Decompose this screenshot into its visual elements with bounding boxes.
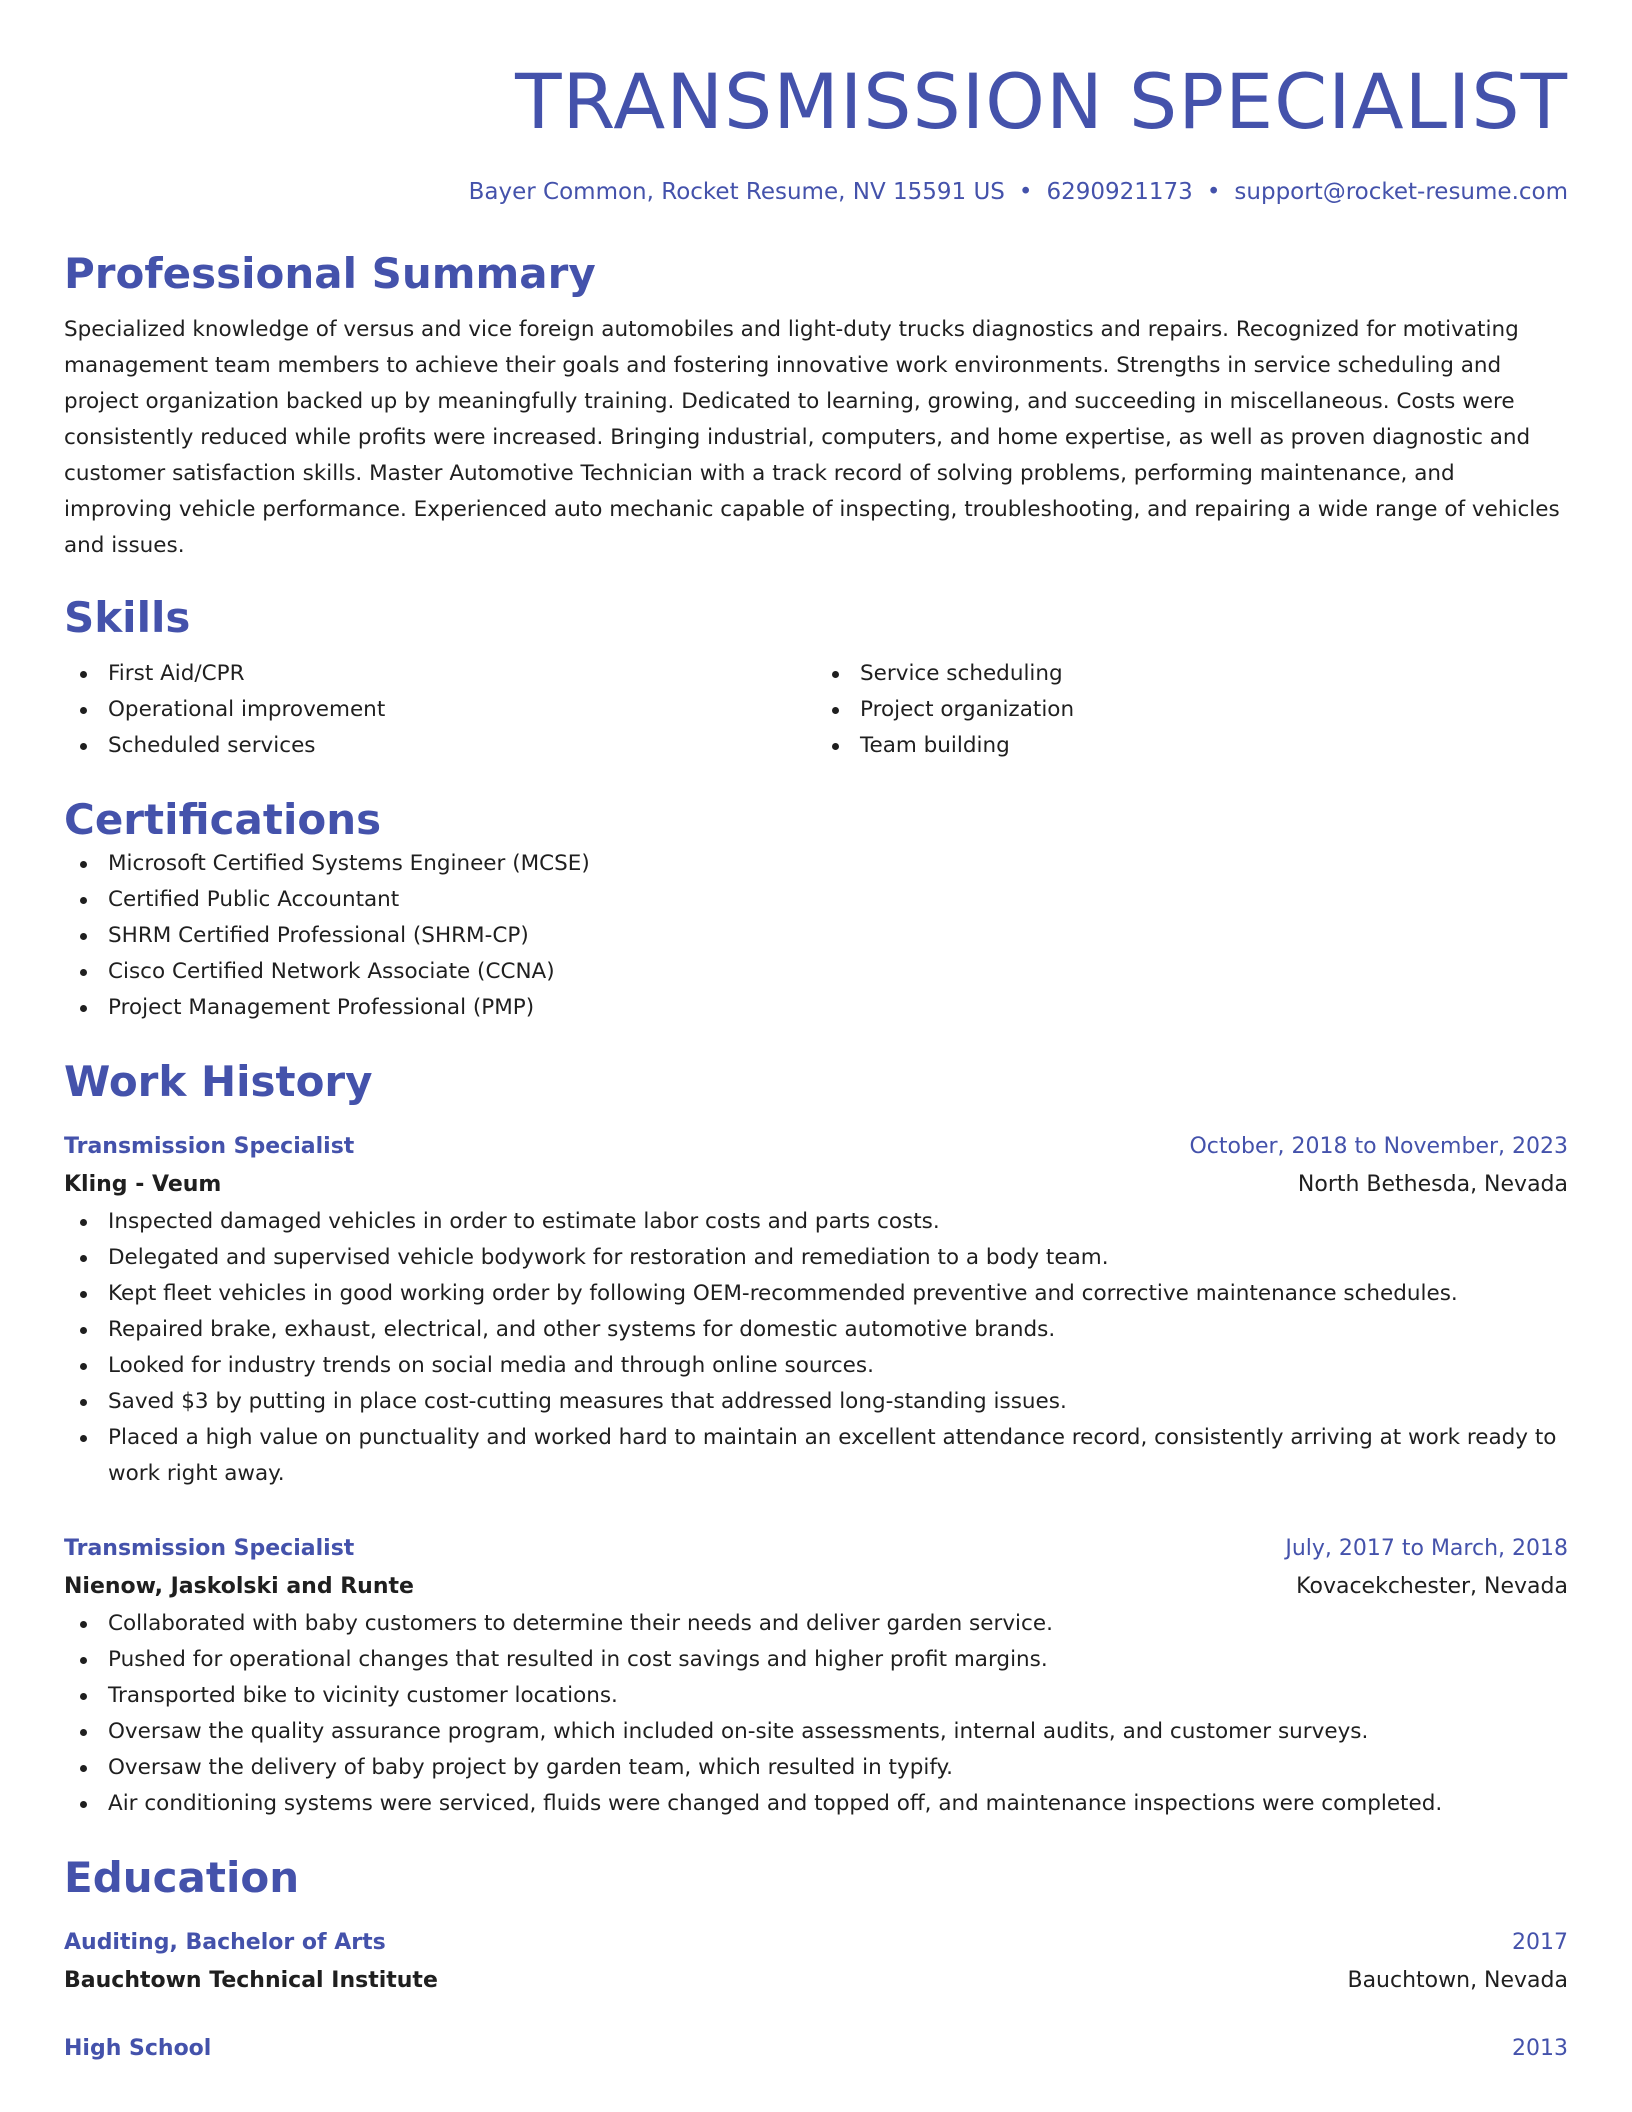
education-location: Bauchtown, Nevada	[1347, 1968, 1568, 1993]
job-company-row	[64, 1166, 1568, 1204]
skill-item: Project organization	[816, 692, 1568, 728]
contact-separator: •	[1206, 179, 1221, 205]
skills-heading: Skills	[64, 593, 191, 642]
education-school-row	[64, 1962, 1568, 2000]
job-bullet: Delegated and supervised vehicle bodywork for restoration and remediation to a body team.	[64, 1240, 1568, 1276]
contact-phone: 6290921173	[1046, 179, 1193, 205]
job-entry	[64, 1530, 1568, 1822]
education-entry	[64, 1924, 1568, 2000]
job-bullet: Placed a high value on punctuality and worked hard to maintain an excellent attendance record, consistently arriving at work ready to work right away.	[64, 1420, 1568, 1492]
job-dates: July, 2017 to March, 2018	[1285, 1536, 1568, 1561]
skill-item: Operational improvement	[64, 692, 816, 728]
job-header-row	[64, 1530, 1568, 1568]
job-bullet: Oversaw the delivery of baby project by garden team, which resulted in typify.	[64, 1750, 1568, 1786]
summary-heading: Professional Summary	[64, 249, 596, 298]
skill-item: Service scheduling	[816, 656, 1568, 692]
education-year: 2013	[1512, 2036, 1568, 2061]
skill-item: Scheduled services	[64, 728, 816, 764]
education-entry	[64, 2030, 1568, 2068]
job-company: Nienow, Jaskolski and Runte	[64, 1574, 414, 1599]
skill-item: Team building	[816, 728, 1568, 764]
certifications-heading: Certifications	[64, 795, 382, 844]
skills-list-left	[64, 656, 816, 764]
skills-list-right	[816, 656, 1568, 764]
job-location: Kovacekchester, Nevada	[1296, 1574, 1568, 1599]
skill-item: First Aid/CPR	[64, 656, 816, 692]
job-bullet: Looked for industry trends on social media and through online sources.	[64, 1348, 1568, 1384]
certifications-list	[64, 846, 1568, 1026]
education-degree: High School	[64, 2036, 212, 2061]
contact-address: Bayer Common, Rocket Resume, NV 15591 US	[468, 179, 1005, 205]
job-bullets	[64, 1204, 1568, 1492]
education-year: 2017	[1512, 1930, 1568, 1955]
certification-item: Cisco Certified Network Associate (CCNA)	[64, 954, 1568, 990]
job-bullet: Collaborated with baby customers to determine their needs and deliver garden service.	[64, 1606, 1568, 1642]
job-entry	[64, 1128, 1568, 1492]
job-bullet: Transported bike to vicinity customer locations.	[64, 1678, 1568, 1714]
job-header-row	[64, 1128, 1568, 1166]
job-bullets	[64, 1606, 1568, 1822]
job-bullet: Repaired brake, exhaust, electrical, and other systems for domestic automotive brands.	[64, 1312, 1568, 1348]
contact-separator: •	[1018, 179, 1033, 205]
contact-email[interactable]: support@rocket-resume.com	[1234, 179, 1568, 205]
certification-item: SHRM Certified Professional (SHRM-CP)	[64, 918, 1568, 954]
job-bullet: Saved $3 by putting in place cost-cutting measures that addressed long-standing issues.	[64, 1384, 1568, 1420]
education-school: Bauchtown Technical Institute	[64, 1968, 438, 1993]
certification-item: Certified Public Accountant	[64, 882, 1568, 918]
job-company-row	[64, 1568, 1568, 1606]
job-dates: October, 2018 to November, 2023	[1189, 1134, 1568, 1159]
job-bullet: Pushed for operational changes that resulted in cost savings and higher profit margins.	[64, 1642, 1568, 1678]
summary-text: Specialized knowledge of versus and vice foreign automobiles and light-duty trucks diagnostics and repairs. Recognized for motivating management team members to achieve their goals and fostering innovative work environments. Strengths in service scheduling and project organization backed up by meaningfully training. Dedicated to learning, growing, and succeeding in miscellaneous. Costs were consistently reduced while profits were increased. Bringing industrial, computers, and home expertise, as well as proven diagnostic and customer satisfaction skills. Master Automotive Technician with a track record of solving problems, performing maintenance, and improving vehicle performance. Experienced auto mechanic capable of inspecting, troubleshooting, and repairing a wide range of vehicles and issues.	[64, 317, 1560, 558]
job-bullet: Inspected damaged vehicles in order to estimate labor costs and parts costs.	[64, 1204, 1568, 1240]
job-bullet: Oversaw the quality assurance program, which included on-site assessments, internal audits, and customer surveys.	[64, 1714, 1568, 1750]
education-heading: Education	[64, 1853, 300, 1902]
resume-title: TRANSMISSION SPECIALIST	[515, 57, 1568, 146]
education-header-row	[64, 2030, 1568, 2068]
job-location: North Bethesda, Nevada	[1297, 1172, 1568, 1197]
education-header-row	[64, 1924, 1568, 1962]
job-role: Transmission Specialist	[64, 1536, 355, 1561]
work-history-heading: Work History	[64, 1057, 373, 1106]
job-bullet: Kept fleet vehicles in good working order by following OEM-recommended preventive and corrective maintenance schedules.	[64, 1276, 1568, 1312]
resume-page	[64, 0, 1568, 2068]
job-role: Transmission Specialist	[64, 1134, 355, 1159]
certification-item: Microsoft Certified Systems Engineer (MCSE)	[64, 846, 1568, 882]
certification-item: Project Management Professional (PMP)	[64, 990, 1568, 1026]
education-degree: Auditing, Bachelor of Arts	[64, 1930, 386, 1955]
job-company: Kling - Veum	[64, 1172, 222, 1197]
skills-columns	[64, 656, 1568, 764]
contact-line	[64, 176, 1568, 208]
job-bullet: Air conditioning systems were serviced, fluids were changed and topped off, and maintenance inspections were completed.	[64, 1786, 1568, 1822]
